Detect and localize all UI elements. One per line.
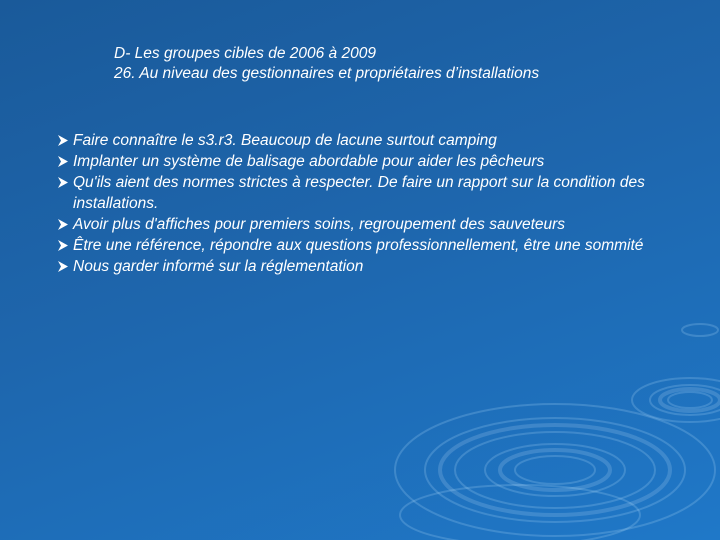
arrowhead-bullet-icon: [58, 177, 68, 188]
bullet-text: Faire connaître le s3.r3. Beaucoup de lacune surtout camping: [73, 132, 497, 149]
bullet-item: [58, 172, 678, 214]
arrowhead-bullet-icon: [58, 156, 68, 167]
bullet-text: Nous garder informé sur la réglementation: [73, 258, 364, 275]
bullet-item: [58, 151, 678, 172]
bullet-item: [58, 235, 678, 256]
bullet-list: [58, 130, 678, 277]
slide-title: [114, 44, 694, 84]
arrowhead-bullet-icon: [58, 261, 68, 272]
arrowhead-bullet-icon: [58, 219, 68, 230]
bullet-item: [58, 256, 678, 277]
title-line-2: 26. Au niveau des gestionnaires et propriétaires d’installations: [114, 65, 540, 82]
bullet-item: [58, 214, 678, 235]
bullet-text: Implanter un système de balisage abordable pour aider les pêcheurs: [73, 153, 545, 170]
arrowhead-bullet-icon: [58, 240, 68, 251]
bullet-text: Être une référence, répondre aux questions professionnellement, être une sommité: [73, 237, 644, 254]
arrowhead-bullet-icon: [58, 135, 68, 146]
bullet-text: Qu'ils aient des normes strictes à respecter. De faire un rapport sur la condition des installations.: [73, 174, 645, 212]
bullet-item: [58, 130, 678, 151]
title-line-1: D- Les groupes cibles de 2006 à 2009: [114, 45, 376, 62]
bullet-text: Avoir plus d'affiches pour premiers soins, regroupement des sauveteurs: [73, 216, 566, 233]
